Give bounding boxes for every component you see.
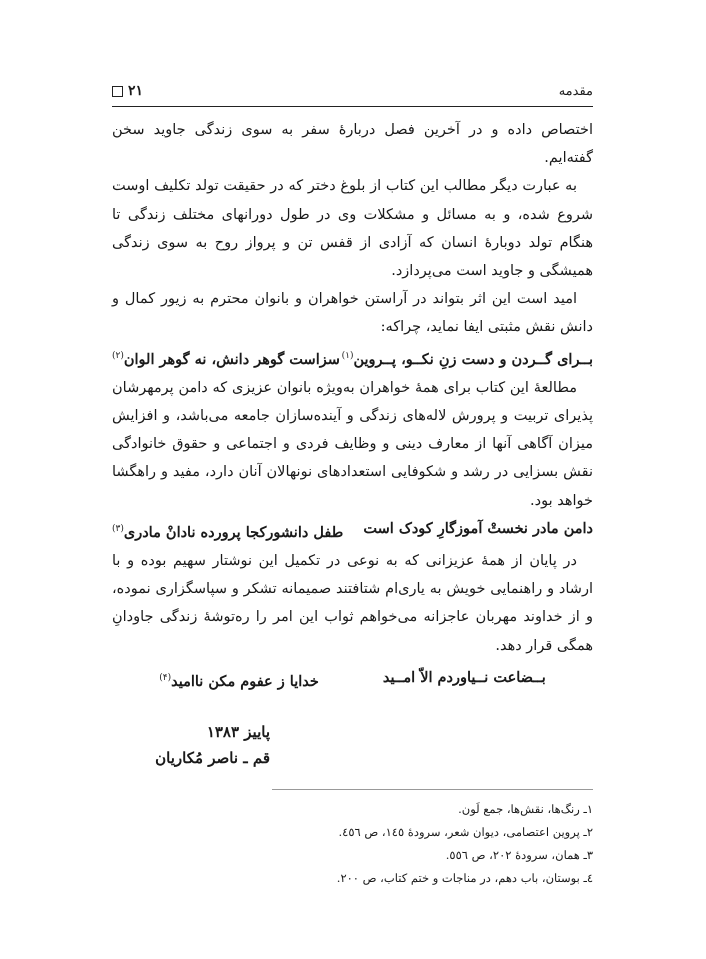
footnote-4: ٤ـ بوستان، باب دهم، در مناجات و ختم کتاب، ص ٢٠٠.: [336, 871, 593, 885]
footnote-2: ۲ـ پروین اعتصامی، دیوان شعر، سرودهٔ ١٤٥، ص ٤٥٦.: [338, 825, 593, 839]
poem-verse-1: [112, 342, 593, 374]
footnote-divider: [272, 789, 593, 790]
verse-2-hemistich-right: دامن مادر نخستْ آموزگارِ کودک است: [363, 519, 593, 537]
main-text: [112, 116, 593, 696]
poem-verse-3: [112, 660, 593, 696]
paragraph-2: به عبارت دیگر مطالب این کتاب از بلوغ دختر که در حقیقت تولد تکلیف اوست شروع شده، و به مسائل و مشکلات وی در طول دورانهای مختلف زندگی تا هنگام تولد دوبارهٔ انسان که آزادی از قفس تن و پرواز روح به سوی زندگی همیشگی و جاوید است می‌پردازد.: [112, 178, 593, 280]
footnote-ref-2: (۲): [112, 350, 124, 361]
header-divider: [112, 106, 593, 107]
verse-1-hemistich-right: بــرای گــردن و دست زنِ نکــو، پــروین$^{(۱)}$: [341, 350, 593, 368]
paragraph-5: در پایان از همهٔ عزیزانی که به نوعی در تکمیل این نوشتار سهیم بوده و با ارشاد و راهنمایی خویش به یاری‌ام شتافتند صمیمانه تشکر و سپاسگزاری نموده، و از خداوند مهربان عاجزانه می‌خواهم ثواب این امر را ره‌توشهٔ زندگی جاودانِ همگی قرار دهد.: [112, 553, 593, 654]
square-ornament-icon: [112, 86, 123, 97]
paragraph-4: مطالعهٔ این کتاب برای همهٔ خواهران به‌ویژه بانوان عزیزی که دامن پرمهرشان پذیرای تربیت و پرورش لاله‌های زندگی و آینده‌سازان جامعه می‌باشد، و افزایش میزان آگاهی آنها از معارف دینی و وظایف فردی و اجتماعی و حقوق خانوادگی نقش بسزایی در رشد و شکوفایی استعدادهای نونهالان آنان دارد، مفید و راهگشا خواهد بود.: [112, 379, 593, 509]
footnote-ref-3: (۳): [112, 523, 124, 534]
verse-1-hemistich-left: سزاست گوهر دانش، نه گوهر الوان$^{(۲)}$: [112, 350, 340, 368]
signature-date: پاییز ۱۳۸۳: [206, 723, 270, 741]
footnote-ref-4: (۴): [159, 672, 172, 683]
chapter-title: مقدمه: [558, 83, 593, 99]
verse-2-hemistich-left: طفل دانشورکجا پرورده نادانْ مادری$^{(۳)}$: [112, 523, 344, 541]
page-number-text: ۲۱: [128, 83, 144, 99]
paragraph-3: امید است این اثر بتواند در آراستن خواهران و بانوان محترم به زیور کمال و دانش نقش مثبتی ایفا نماید، چراکه:: [112, 291, 593, 336]
footnote-ref-1: (۱): [341, 350, 354, 361]
poem-verse-2: [112, 515, 593, 547]
footnote-1: ۱ـ رنگ‌ها، نقش‌ها، جمع لَون.: [458, 802, 593, 816]
verse-3-hemistich-left: خدایا ز عفوم مکن ناامید$^{(۴)}$: [159, 672, 319, 690]
page-number: [112, 83, 143, 99]
signature-block: [140, 719, 270, 771]
footnotes: [272, 798, 593, 890]
footnote-3: ۳ـ همان، سرودهٔ ٢٠٢، ص ٥٥٦.: [445, 848, 593, 862]
paragraph-1: اختصاص داده و در آخرین فصل دربارهٔ سفر به سوی زندگی جاوید سخن گفته‌ایم.: [112, 122, 593, 167]
running-header: [112, 80, 593, 102]
verse-3-hemistich-right: بــضاعت نــیاوردم الاّ امــید: [382, 668, 546, 686]
signature-author: قم ـ ناصر مُکاریان: [155, 749, 270, 767]
